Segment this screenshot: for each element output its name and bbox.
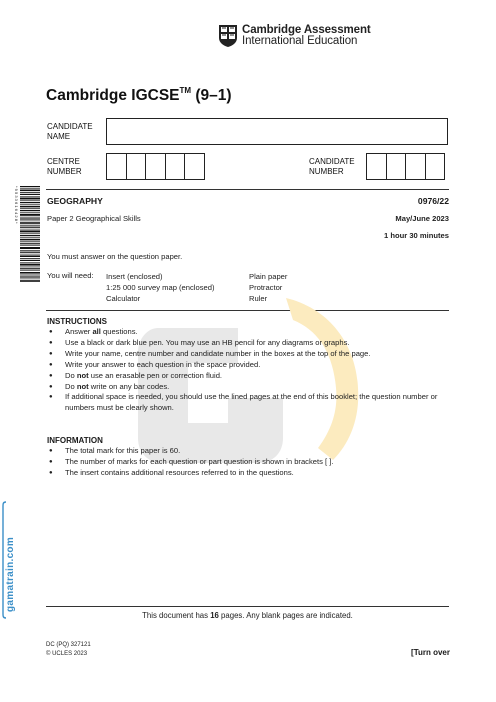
list-item: ● Do not use an erasable pen or correction fluid.: [47, 371, 452, 382]
centre-number-cell[interactable]: [126, 153, 147, 180]
candidate-number-field[interactable]: [366, 153, 445, 180]
cambridge-logo: [218, 22, 378, 50]
barcode-text: [14, 186, 19, 282]
centre-number-cell[interactable]: [165, 153, 186, 180]
instructions-heading: INSTRUCTIONS: [47, 317, 107, 326]
divider-bottom: [46, 606, 449, 607]
title-suffix: (9–1): [195, 87, 232, 104]
candidate-number-cell[interactable]: [425, 153, 446, 180]
list-item: ● The insert contains additional resources referred to in the questions.: [47, 468, 452, 479]
side-brand-text: gamatrain.com: [5, 536, 16, 612]
material-item: Protractor: [249, 283, 283, 292]
cambridge-shield-icon: [218, 24, 238, 48]
trademark-sup: TM: [179, 86, 192, 95]
you-will-need-label: You will need:: [47, 271, 94, 280]
candidate-name-field[interactable]: [106, 118, 448, 145]
subject: GEOGRAPHY: [47, 196, 103, 206]
candidate-number-label: CANDIDATE NUMBER: [309, 157, 355, 176]
session: May/June 2023: [395, 214, 449, 223]
answer-note: You must answer on the question paper.: [47, 252, 183, 261]
list-item: ● Do not write on any bar codes.: [47, 382, 452, 393]
page-count-note: This document has 16 pages. Any blank pages are indicated.: [142, 611, 353, 620]
list-item: ● Answer all questions.: [47, 327, 452, 338]
centre-number-cell[interactable]: [145, 153, 166, 180]
logo-line-1: Cambridge Assessment: [242, 24, 371, 36]
candidate-number-cell[interactable]: [405, 153, 426, 180]
candidate-name-label: CANDIDATE NAME: [47, 122, 93, 141]
information-heading: INFORMATION: [47, 436, 103, 445]
barcode: [20, 186, 40, 282]
candidate-number-cell[interactable]: [366, 153, 387, 180]
list-item: ● The total mark for this paper is 60.: [47, 446, 452, 457]
logo-line-2: International Education: [242, 35, 358, 47]
copyright: © UCLES 2023: [46, 650, 88, 657]
list-item: ● Write your name, centre number and candidate number in the boxes at the top of the page.: [47, 349, 452, 360]
side-brand: [2, 500, 18, 620]
paper-name: Paper 2 Geographical Skills: [47, 214, 141, 223]
centre-number-label: CENTRE NUMBER: [47, 157, 82, 176]
list-item: ● Write your answer to each question in the space provided.: [47, 360, 452, 371]
material-item: Plain paper: [249, 272, 288, 281]
information-list: [47, 446, 452, 479]
list-item: ● If additional space is needed, you should use the lined pages at the end of this booklet; the question number or numbers must be clearly shown.: [47, 392, 452, 414]
list-item: ● Use a black or dark blue pen. You may use an HB pencil for any diagrams or graphs.: [47, 338, 452, 349]
material-item: Ruler: [249, 294, 268, 303]
centre-number-cell[interactable]: [106, 153, 127, 180]
page-title: [46, 86, 232, 105]
title-main: Cambridge IGCSE: [46, 87, 180, 104]
turn-over: [Turn over: [411, 648, 450, 657]
duration: 1 hour 30 minutes: [384, 231, 449, 240]
barcode-caption: * 9 5 3 3 6 1 6 4 2 8 *: [14, 186, 19, 224]
doc-reference: [46, 641, 91, 658]
list-item: ● The number of marks for each question or part question is shown in brackets [ ].: [47, 457, 452, 468]
centre-number-field[interactable]: [106, 153, 205, 180]
divider-top: [46, 189, 449, 190]
material-item: 1:25 000 survey map (enclosed): [106, 283, 215, 292]
paper-code: 0976/22: [417, 196, 449, 206]
material-item: Calculator: [106, 294, 141, 303]
candidate-number-cell[interactable]: [386, 153, 407, 180]
material-item: Insert (enclosed): [106, 272, 163, 281]
instructions-list: [47, 327, 452, 414]
centre-number-cell[interactable]: [184, 153, 205, 180]
doc-ref-code: DC (PQ) 327121: [46, 642, 91, 648]
